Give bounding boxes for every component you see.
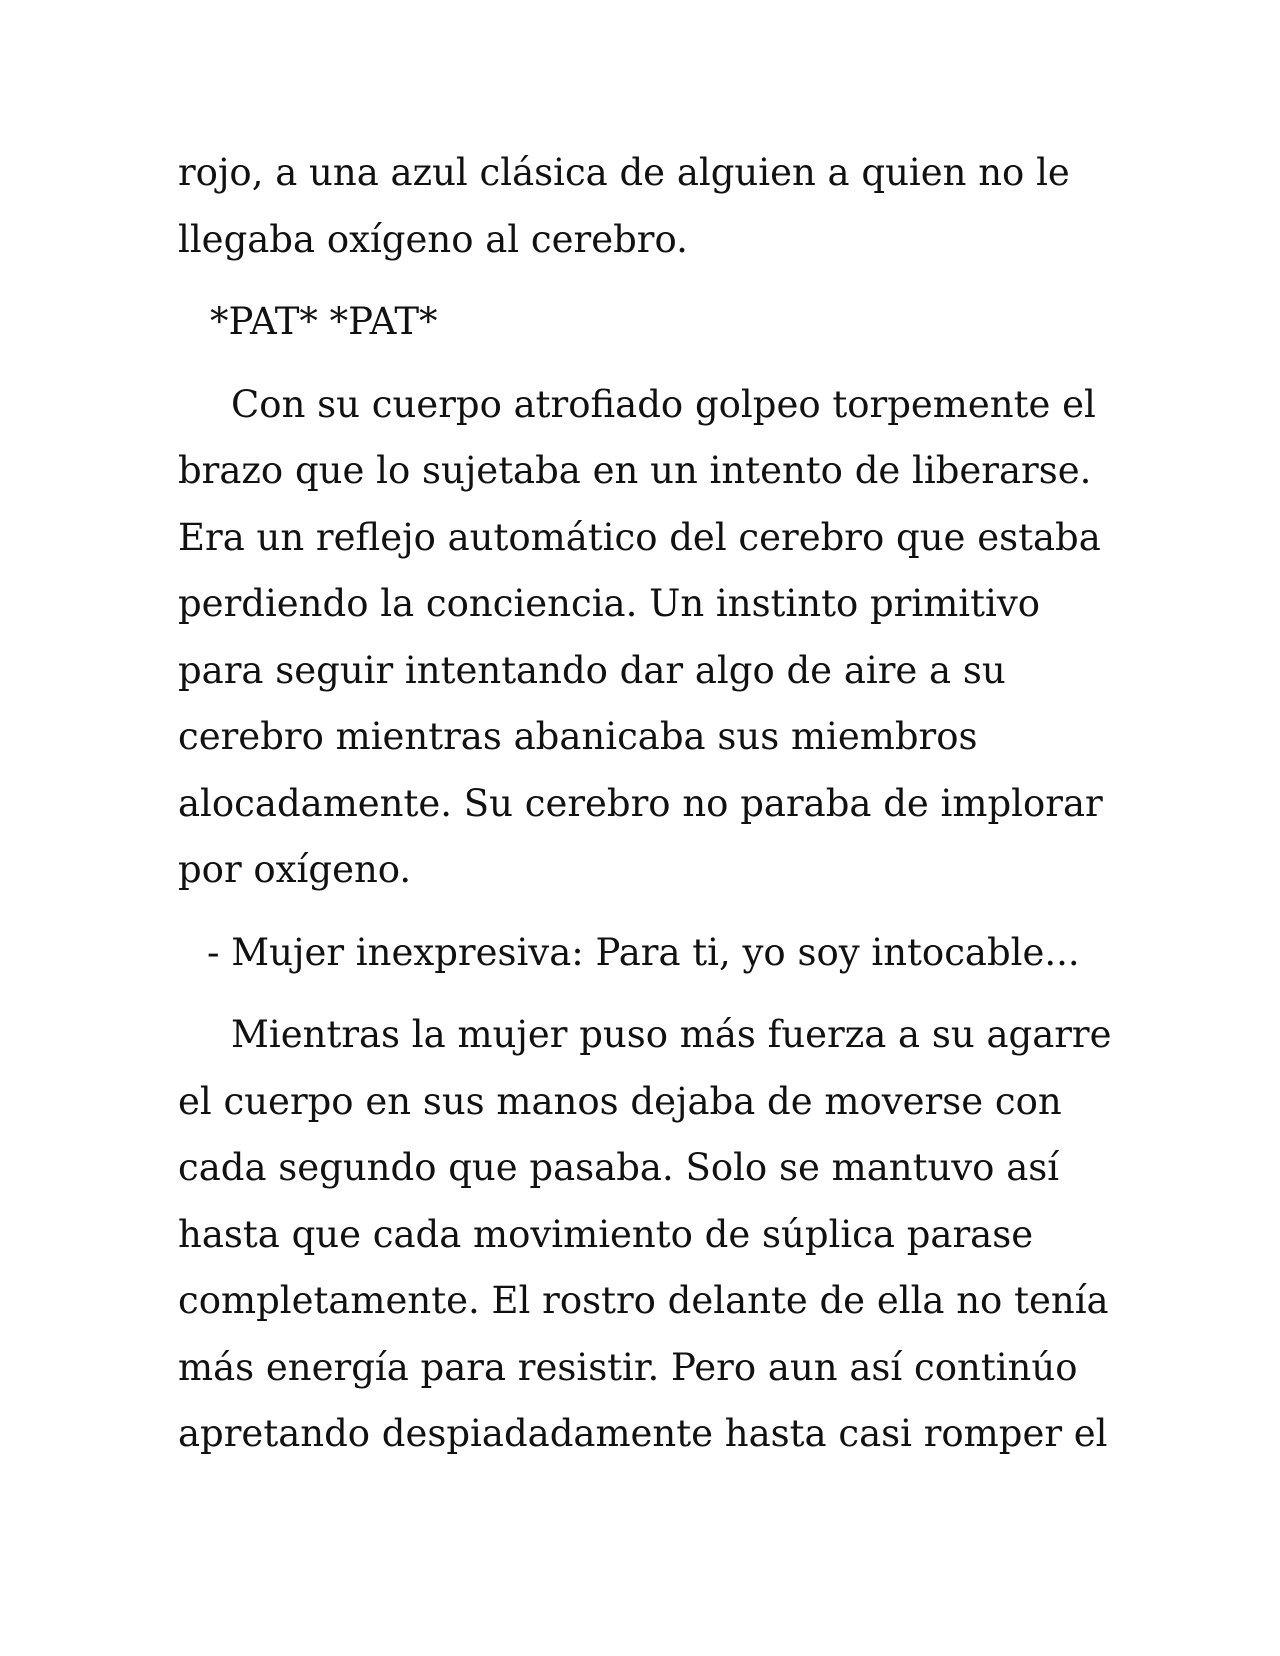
text-line: completamente. El rostro delante de ella no tenía	[178, 1279, 1109, 1322]
paragraph-3	[178, 1002, 1112, 1468]
text-line: cada segundo que pasaba. Solo se mantuvo así	[178, 1146, 1060, 1189]
paragraph-sound-effect	[178, 289, 1098, 356]
text-line: llegaba oxígeno al cerebro.	[178, 217, 688, 261]
body-text	[178, 140, 1112, 1468]
text-line: cerebro mientras abanicaba sus miembros	[178, 715, 978, 758]
text-line: rojo, a una azul clásica de alguien a quien no le	[178, 151, 1070, 194]
text-line: brazo que lo sujetaba en un intento de liberarse.	[178, 449, 1092, 492]
paragraph-gap	[178, 904, 1098, 920]
text-line: Mientras la mujer puso más fuerza a su agarre	[231, 1013, 1112, 1056]
text-line: alocadamente. Su cerebro no paraba de implorar	[178, 781, 1103, 825]
paragraph-2	[178, 372, 1103, 904]
paragraph-dialogue	[178, 920, 1098, 987]
text-line: hasta que cada movimiento de súplica parase	[178, 1212, 1034, 1256]
sound-effect-line: *PAT* *PAT*	[210, 300, 438, 343]
paragraph-gap	[178, 273, 1098, 289]
dialogue-line: - Mujer inexpresiva: Para ti, yo soy intocable...	[207, 930, 1080, 974]
text-line: más energía para resistir. Pero aun así continúo	[178, 1345, 1078, 1389]
text-line: apretando despiadadamente hasta casi romper el	[178, 1412, 1108, 1455]
text-line: el cuerpo en sus manos dejaba de moverse con	[178, 1079, 1062, 1123]
paragraph-gap	[178, 986, 1098, 1002]
text-line: por oxígeno.	[178, 848, 412, 891]
text-line: perdiendo la conciencia. Un instinto primitivo	[178, 582, 1041, 625]
text-line: para seguir intentando dar algo de aire a su	[178, 648, 1006, 692]
text-line: Era un reflejo automático del cerebro que estaba	[178, 515, 1101, 559]
paragraph-1	[178, 140, 1098, 273]
paragraph-gap	[178, 356, 1098, 372]
text-line: Con su cuerpo atrofiado golpeo torpemente el	[231, 382, 1096, 426]
